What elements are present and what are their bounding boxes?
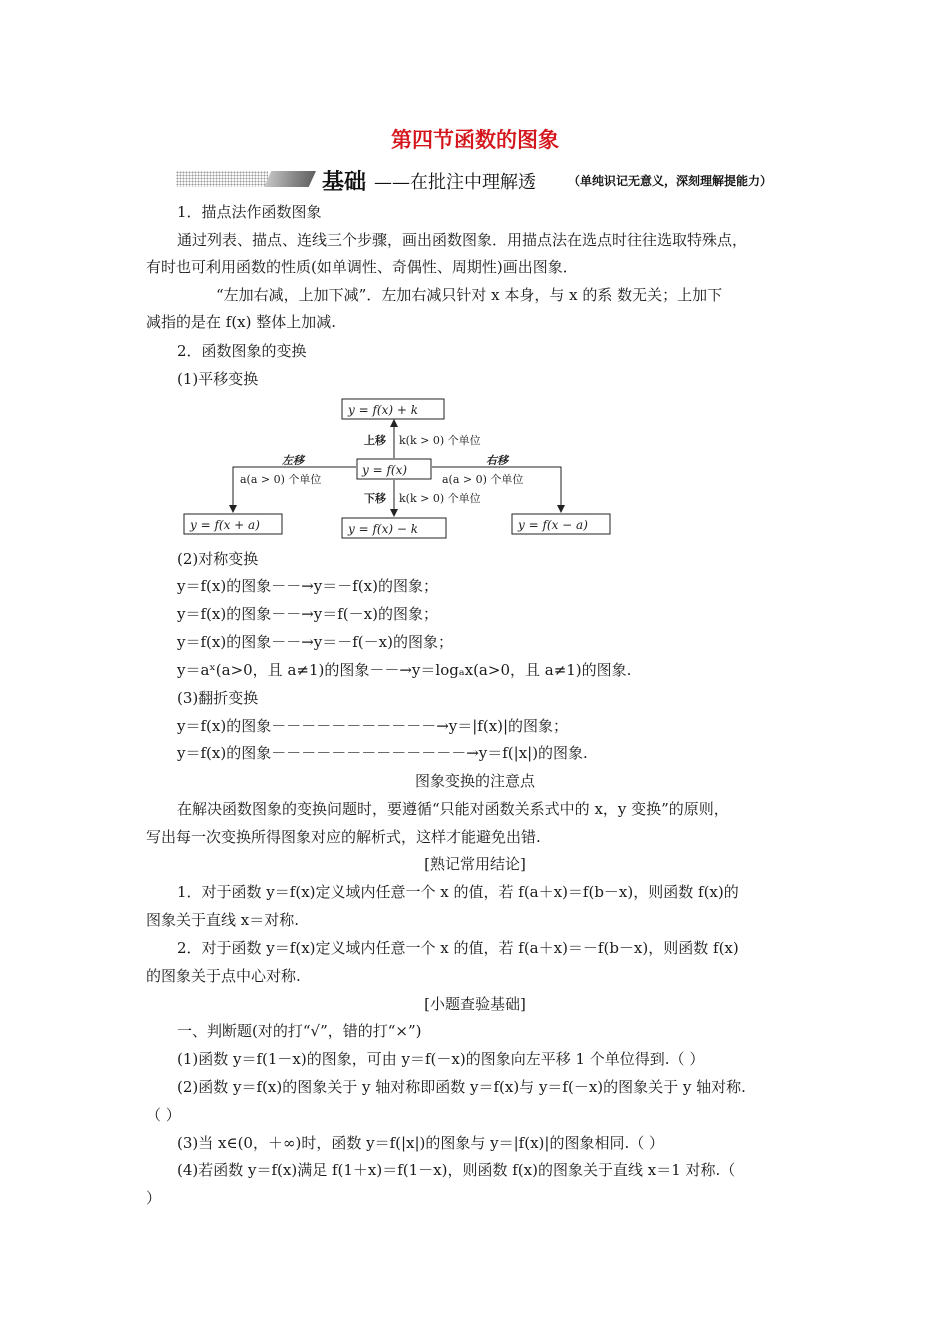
quiz-item-answer-blank: ） [146, 1189, 162, 1207]
label-down: 下移 [364, 492, 386, 505]
translation-diagram [170, 392, 630, 550]
quiz-instruction: 一、判断题(对的打“√”，错的打“×”) [177, 1022, 422, 1040]
conclusion-heading: [熟记常用结论] [424, 855, 526, 873]
symmetry-rule: y＝aˣ(a>0，且 a≠1)的图象－－→y＝logₐx(a>0，且 a≠1)的图象. [177, 661, 632, 679]
section-banner [176, 168, 806, 195]
label-down-condition: k(k > 0) 个单位 [399, 492, 481, 505]
annotation-line: “左加右减，上加下减”．左加右减只针对 x 本身，与 x 的系 数无关；上加下 [216, 286, 723, 304]
label-center-function: y = f(x) [362, 463, 408, 477]
label-right-condition: a(a > 0) 个单位 [442, 473, 524, 486]
label-bottom-function: y = f(x) − k [348, 522, 418, 536]
conclusion-line: 图象关于直线 x＝对称. [146, 911, 299, 929]
paragraph-line: 有时也可利用函数的性质(如单调性、奇偶性、周期性)画出图象． [146, 258, 578, 276]
annotation-line: 减指的是在 f(x) 整体上加减. [146, 313, 337, 331]
quiz-item: (1)函数 y＝f(1－x)的图象，可由 y＝f(－x)的图象向左平移 1 个单位得到.（ ） [177, 1050, 705, 1068]
folding-rule: y＝f(x)的图象－－－－－－－－－－－→y＝|f(x)|的图象； [177, 717, 569, 735]
label-left-function: y = f(x + a) [190, 518, 260, 532]
heading-folding: (3)翻折变换 [177, 689, 259, 707]
quiz-item-answer-blank: （ ） [146, 1106, 181, 1124]
quiz-heading: [小题查验基础] [424, 995, 526, 1013]
banner-note: （单纯识记无意义，深刻理解提能力） [568, 174, 773, 188]
symmetry-rule: y＝f(x)的图象－－→y＝－f(x)的图象； [177, 577, 438, 595]
quiz-item: (2)函数 y＝f(x)的图象关于 y 轴对称即函数 y＝f(x)与 y＝f(－x)的图象关于 y 轴对称. [177, 1078, 746, 1096]
banner-dot-pattern [176, 171, 268, 187]
banner-stripe [264, 171, 316, 187]
label-right-function: y = f(x − a) [518, 518, 588, 532]
label-left-condition: a(a > 0) 个单位 [240, 473, 322, 486]
label-left: 左移 [282, 454, 304, 467]
heading-transform: 2．函数图象的变换 [177, 342, 307, 360]
conclusion-line: 1．对于函数 y＝f(x)定义域内任意一个 x 的值，若 f(a＋x)＝f(b－x)，则函数 f(x)的 [177, 883, 739, 901]
folding-rule: y＝f(x)的图象－－－－－－－－－－－－－→y＝f(|x|)的图象. [177, 744, 588, 762]
banner-heading: 基础 [322, 169, 367, 195]
paragraph-line: 通过列表、描点、连线三个步骤，画出函数图象．用描点法在选点时往往选取特殊点， [177, 231, 748, 249]
heading-symmetry: (2)对称变换 [177, 550, 259, 568]
label-top-function: y = f(x) + k [348, 403, 418, 417]
page-title: 第四节函数的图象 [391, 127, 559, 152]
symmetry-rule: y＝f(x)的图象－－→y＝f(－x)的图象； [177, 605, 438, 623]
label-up: 上移 [364, 434, 386, 447]
note-line: 在解决函数图象的变换问题时，要遵循“只能对函数关系式中的 x，y 变换”的原则， [177, 800, 729, 818]
quiz-item: (3)当 x∈(0，＋∞)时，函数 y＝f(|x|)的图象与 y＝|f(x)|的图象相同.（ ） [177, 1134, 664, 1152]
heading-translation: (1)平移变换 [177, 370, 259, 388]
conclusion-line: 的图象关于点中心对称. [146, 967, 301, 985]
quiz-item: (4)若函数 y＝f(x)满足 f(1＋x)＝f(1－x)，则函数 f(x)的图象关于直线 x＝1 对称.（ [177, 1161, 736, 1179]
label-up-condition: k(k > 0) 个单位 [399, 434, 481, 447]
heading-point-plotting: 1．描点法作函数图象 [177, 203, 322, 221]
banner-subheading: ——在批注中理解透 [374, 172, 536, 193]
conclusion-line: 2．对于函数 y＝f(x)定义域内任意一个 x 的值，若 f(a＋x)＝－f(b－x)，则函数 f(x) [177, 939, 739, 957]
note-line: 写出每一次变换所得图象对应的解析式，这样才能避免出错. [146, 828, 541, 846]
symmetry-rule: y＝f(x)的图象－－→y＝－f(－x)的图象； [177, 633, 453, 651]
label-right: 右移 [486, 454, 508, 467]
note-heading: 图象变换的注意点 [414, 772, 535, 790]
